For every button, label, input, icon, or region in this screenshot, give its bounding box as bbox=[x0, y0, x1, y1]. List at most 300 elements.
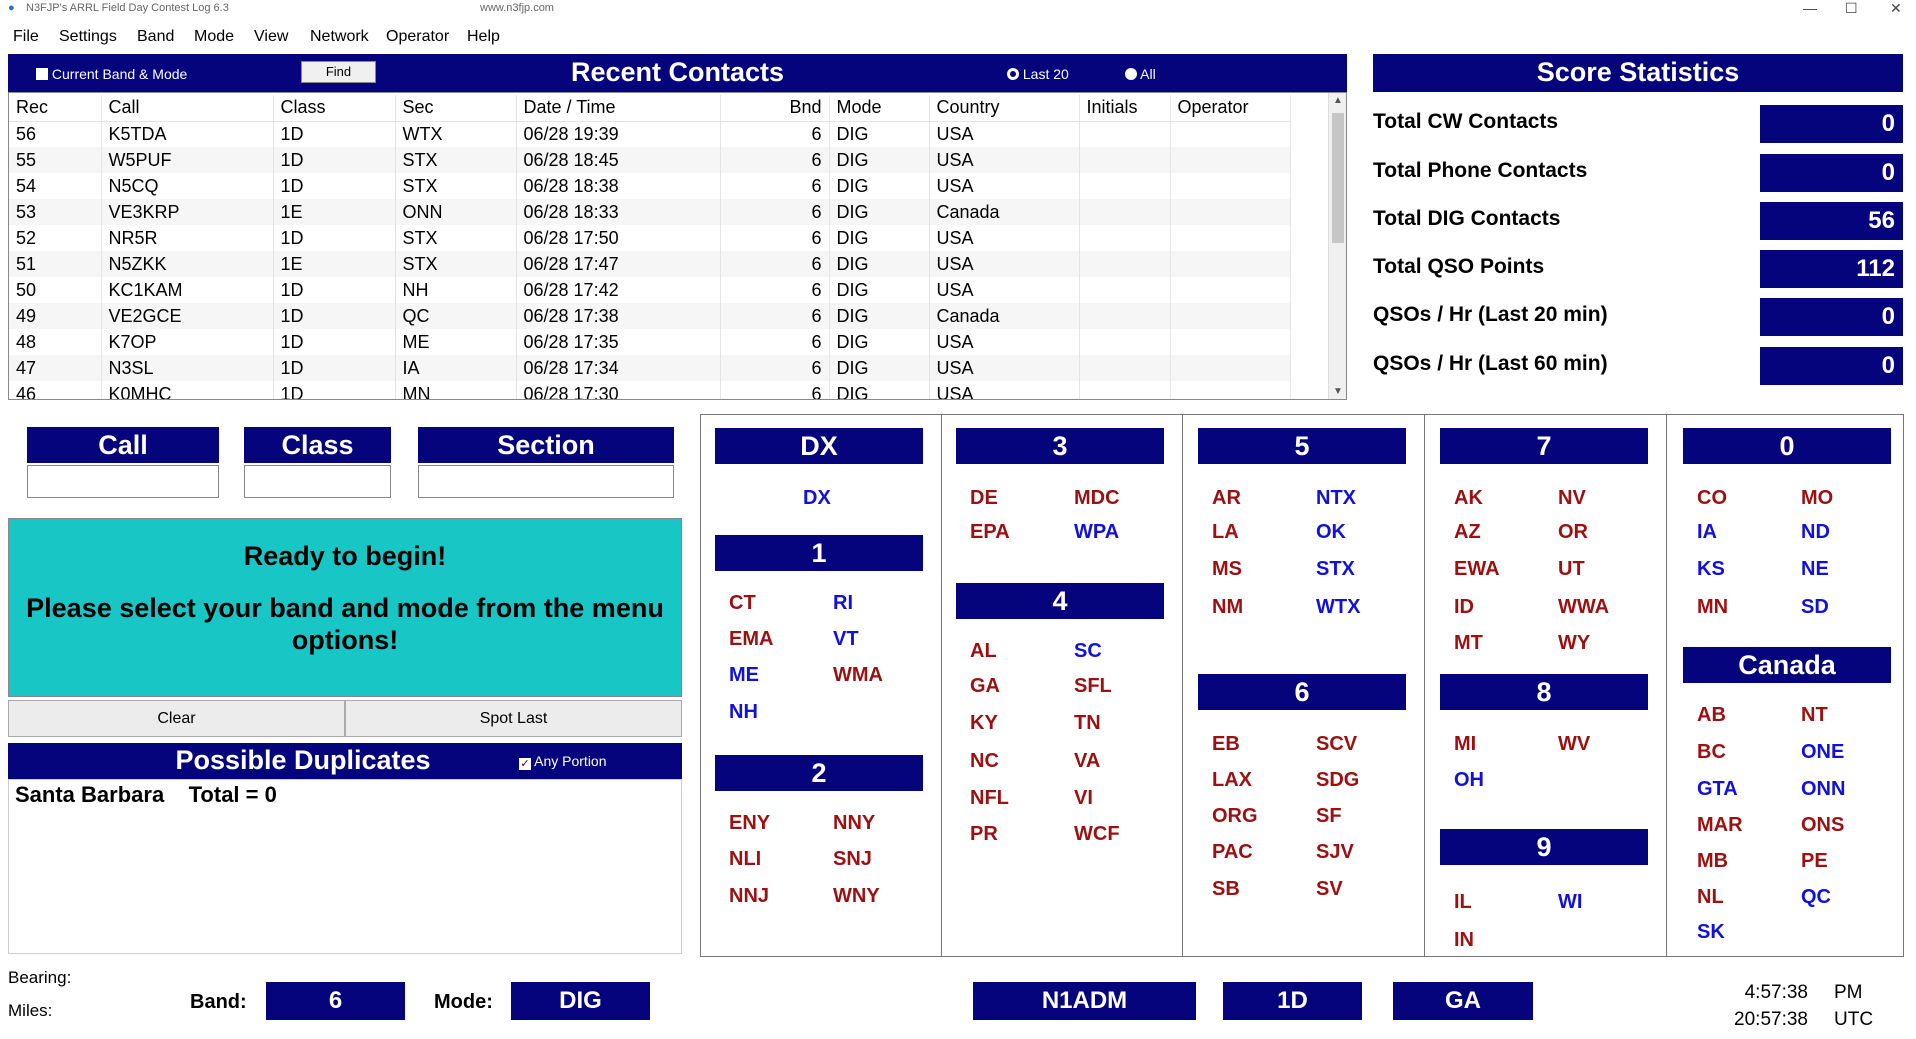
section-item[interactable]: LA bbox=[1212, 521, 1239, 543]
table-cell: DIG bbox=[829, 329, 929, 355]
table-cell: 06/28 17:50 bbox=[516, 225, 720, 251]
section-item[interactable]: ONS bbox=[1801, 814, 1845, 836]
table-cell: K7OP bbox=[101, 329, 273, 355]
table-cell: DIG bbox=[829, 225, 929, 251]
section-item[interactable]: MN bbox=[1697, 596, 1729, 618]
section-item[interactable]: WI bbox=[1558, 891, 1583, 913]
all-radio[interactable] bbox=[1125, 66, 1156, 82]
section-item[interactable]: SV bbox=[1316, 878, 1343, 900]
section-item[interactable]: NH bbox=[729, 701, 758, 723]
section-item[interactable]: RI bbox=[833, 592, 853, 614]
table-cell: 6 bbox=[720, 277, 829, 303]
radio-icon bbox=[1125, 68, 1137, 80]
table-cell: USA bbox=[929, 173, 1079, 199]
local-time: 4:57:38 bbox=[1744, 982, 1808, 1003]
section-item[interactable]: ENY bbox=[729, 812, 771, 834]
any-portion-checkbox[interactable] bbox=[519, 753, 607, 770]
table-cell: N5CQ bbox=[101, 173, 273, 199]
column-header[interactable]: Country bbox=[929, 95, 1079, 121]
column-header[interactable]: Sec bbox=[395, 95, 516, 121]
table-cell: 46 bbox=[9, 381, 101, 400]
find-button[interactable]: Find bbox=[301, 61, 376, 83]
table-cell: 06/28 17:30 bbox=[516, 381, 720, 400]
section-item[interactable]: STX bbox=[1316, 558, 1355, 580]
spot-last-button[interactable]: Spot Last bbox=[345, 700, 682, 737]
section-item[interactable]: GA bbox=[970, 675, 1000, 697]
table-cell: 6 bbox=[720, 251, 829, 277]
table-cell: 51 bbox=[9, 251, 101, 277]
class-header: Class bbox=[244, 427, 391, 463]
section-item[interactable]: SNJ bbox=[833, 848, 872, 870]
class-input[interactable] bbox=[244, 465, 391, 498]
station-section-value[interactable]: GA bbox=[1393, 982, 1533, 1020]
section-item[interactable]: WCF bbox=[1074, 823, 1120, 845]
recent-contacts-header bbox=[8, 54, 1347, 92]
table-cell: 6 bbox=[720, 199, 829, 225]
column-header[interactable]: Bnd bbox=[720, 95, 829, 121]
table-cell: 56 bbox=[9, 121, 101, 147]
mode-value[interactable]: DIG bbox=[511, 982, 650, 1020]
table-row[interactable] bbox=[9, 147, 1290, 173]
table-cell: 6 bbox=[720, 303, 829, 329]
table-cell: DIG bbox=[829, 121, 929, 147]
window-url: www.n3fjp.com bbox=[480, 2, 554, 14]
table-cell bbox=[1079, 277, 1170, 303]
section-item[interactable]: MS bbox=[1212, 558, 1242, 580]
title-bar bbox=[0, 0, 1916, 18]
status-line-2: Please select your band and mode from the menu options! bbox=[26, 593, 664, 655]
section-item[interactable]: EPA bbox=[970, 521, 1010, 543]
last-20-label: Last 20 bbox=[1022, 66, 1069, 82]
recent-contacts-title: Recent Contacts bbox=[570, 57, 785, 87]
score-value: 0 bbox=[1760, 298, 1903, 336]
table-cell bbox=[1170, 225, 1290, 251]
table-cell: 50 bbox=[9, 277, 101, 303]
table-cell: NH bbox=[395, 277, 516, 303]
district-header-d7: 7 bbox=[1440, 428, 1648, 464]
column-header[interactable]: Class bbox=[273, 95, 395, 121]
table-cell bbox=[1079, 329, 1170, 355]
table-cell bbox=[1170, 303, 1290, 329]
score-value: 112 bbox=[1760, 250, 1903, 288]
section-item[interactable]: ONE bbox=[1801, 741, 1845, 763]
section-item[interactable]: WPA bbox=[1074, 521, 1120, 543]
score-value: 0 bbox=[1760, 347, 1903, 385]
table-cell: VE2GCE bbox=[101, 303, 273, 329]
section-item[interactable]: NM bbox=[1212, 596, 1244, 618]
station-class-value[interactable]: 1D bbox=[1223, 982, 1362, 1020]
menu-file[interactable]: File bbox=[13, 28, 39, 45]
section-item[interactable]: MB bbox=[1697, 850, 1729, 872]
score-value: 56 bbox=[1760, 202, 1903, 240]
miles-label: Miles: bbox=[8, 1001, 53, 1020]
district-header-d9: 9 bbox=[1440, 829, 1648, 865]
table-cell: 6 bbox=[720, 121, 829, 147]
table-cell: 1D bbox=[273, 329, 395, 355]
table-cell bbox=[1170, 199, 1290, 225]
section-item[interactable]: NE bbox=[1801, 558, 1829, 580]
table-cell bbox=[1079, 121, 1170, 147]
section-item[interactable]: MAR bbox=[1697, 814, 1743, 836]
section-item[interactable]: WV bbox=[1558, 733, 1591, 755]
section-item[interactable]: AB bbox=[1697, 704, 1726, 726]
district-header-d5: 5 bbox=[1198, 428, 1406, 464]
menu-band[interactable]: Band bbox=[137, 28, 175, 45]
section-item[interactable]: SF bbox=[1316, 805, 1342, 827]
section-header: Section bbox=[418, 427, 674, 463]
section-item[interactable]: VT bbox=[833, 628, 859, 650]
table-cell: DIG bbox=[829, 381, 929, 400]
section-item[interactable]: ID bbox=[1454, 596, 1474, 618]
section-item[interactable]: AL bbox=[970, 640, 997, 662]
section-item[interactable]: SB bbox=[1212, 878, 1240, 900]
district-header-d3: 3 bbox=[956, 428, 1164, 464]
table-cell: 6 bbox=[720, 225, 829, 251]
table-cell: STX bbox=[395, 225, 516, 251]
section-item[interactable]: SK bbox=[1697, 921, 1725, 943]
score-value: 0 bbox=[1760, 154, 1903, 192]
table-cell: 53 bbox=[9, 199, 101, 225]
contacts-table bbox=[9, 95, 1291, 400]
table-cell: 06/28 18:33 bbox=[516, 199, 720, 225]
table-cell: DIG bbox=[829, 355, 929, 381]
table-cell: 1D bbox=[273, 355, 395, 381]
section-item[interactable]: NFL bbox=[970, 787, 1009, 809]
section-item[interactable]: VI bbox=[1074, 787, 1093, 809]
table-cell bbox=[1170, 381, 1290, 400]
recent-contacts-grid[interactable] bbox=[8, 92, 1347, 400]
section-item[interactable]: ND bbox=[1801, 521, 1830, 543]
table-cell: DIG bbox=[829, 173, 929, 199]
section-item[interactable]: NL bbox=[1697, 886, 1724, 908]
table-cell: 06/28 17:34 bbox=[516, 355, 720, 381]
table-cell: WTX bbox=[395, 121, 516, 147]
table-cell: 1D bbox=[273, 225, 395, 251]
menu-settings[interactable]: Settings bbox=[59, 28, 117, 45]
table-cell: 06/28 19:39 bbox=[516, 121, 720, 147]
all-label: All bbox=[1140, 66, 1156, 82]
table-cell bbox=[1079, 381, 1170, 400]
table-row[interactable] bbox=[9, 329, 1290, 355]
table-cell: 1D bbox=[273, 173, 395, 199]
section-item[interactable]: NTX bbox=[1316, 487, 1356, 509]
close-icon[interactable]: ✕ bbox=[1890, 0, 1902, 16]
mode-label: Mode: bbox=[434, 991, 493, 1013]
section-item[interactable]: CO bbox=[1697, 487, 1727, 509]
table-cell: MN bbox=[395, 381, 516, 400]
table-cell: K0MHC bbox=[101, 381, 273, 400]
table-cell: VE3KRP bbox=[101, 199, 273, 225]
duplicates-text: Santa Barbara Total = 0 bbox=[15, 782, 277, 807]
table-cell: N3SL bbox=[101, 355, 273, 381]
table-cell: W5PUF bbox=[101, 147, 273, 173]
table-cell: 1D bbox=[273, 277, 395, 303]
table-cell: USA bbox=[929, 329, 1079, 355]
section-item[interactable]: PE bbox=[1801, 850, 1828, 872]
table-cell: STX bbox=[395, 173, 516, 199]
section-item[interactable]: DE bbox=[970, 487, 998, 509]
maximize-icon[interactable]: ☐ bbox=[1845, 0, 1858, 16]
section-item[interactable]: UT bbox=[1558, 558, 1585, 580]
grid-scrollbar[interactable] bbox=[1328, 93, 1346, 399]
menu-network[interactable]: Network bbox=[310, 28, 369, 45]
table-cell: Canada bbox=[929, 303, 1079, 329]
call-input[interactable] bbox=[27, 465, 219, 498]
table-cell: 06/28 17:38 bbox=[516, 303, 720, 329]
section-item[interactable]: ORG bbox=[1212, 805, 1258, 827]
table-cell: K5TDA bbox=[101, 121, 273, 147]
menu-mode[interactable]: Mode bbox=[194, 28, 235, 45]
score-label: QSOs / Hr (Last 60 min) bbox=[1373, 352, 1608, 375]
section-item[interactable]: WWA bbox=[1558, 596, 1610, 618]
section-item[interactable]: SC bbox=[1074, 640, 1102, 662]
section-item[interactable]: DX bbox=[803, 487, 831, 509]
section-item[interactable]: WMA bbox=[833, 664, 883, 686]
table-cell: DIG bbox=[829, 303, 929, 329]
section-item[interactable]: EWA bbox=[1454, 558, 1500, 580]
section-item[interactable]: OH bbox=[1454, 769, 1484, 791]
section-item[interactable]: NNY bbox=[833, 812, 876, 834]
score-statistics-title: Score Statistics bbox=[1536, 57, 1740, 87]
column-header[interactable]: Call bbox=[101, 95, 273, 121]
table-cell: 1D bbox=[273, 303, 395, 329]
section-item[interactable]: LAX bbox=[1212, 769, 1252, 791]
section-item[interactable]: EB bbox=[1212, 733, 1240, 755]
section-item[interactable]: SFL bbox=[1074, 675, 1112, 697]
score-label: QSOs / Hr (Last 20 min) bbox=[1373, 303, 1608, 326]
checkbox-checked-icon: ✓ bbox=[520, 758, 530, 770]
section-item[interactable]: WY bbox=[1558, 632, 1591, 654]
status-line-1: Ready to begin! bbox=[243, 541, 447, 571]
section-item[interactable]: NV bbox=[1558, 487, 1586, 509]
district-header-d6: 6 bbox=[1198, 674, 1406, 710]
table-cell bbox=[1079, 303, 1170, 329]
score-label: Total DIG Contacts bbox=[1373, 207, 1561, 230]
table-row[interactable] bbox=[9, 355, 1290, 381]
table-cell: 55 bbox=[9, 147, 101, 173]
table-cell bbox=[1079, 251, 1170, 277]
section-item[interactable]: KY bbox=[970, 712, 998, 734]
table-cell: Canada bbox=[929, 199, 1079, 225]
column-header[interactable]: Initials bbox=[1079, 95, 1170, 121]
section-item[interactable]: NNJ bbox=[729, 885, 770, 907]
table-cell: KC1KAM bbox=[101, 277, 273, 303]
table-cell: 6 bbox=[720, 173, 829, 199]
column-header[interactable]: Mode bbox=[829, 95, 929, 121]
table-row[interactable] bbox=[9, 303, 1290, 329]
table-cell: USA bbox=[929, 147, 1079, 173]
table-cell: USA bbox=[929, 121, 1079, 147]
section-item[interactable]: SD bbox=[1801, 596, 1829, 618]
table-cell: DIG bbox=[829, 147, 929, 173]
table-cell: USA bbox=[929, 225, 1079, 251]
section-item[interactable]: GTA bbox=[1697, 778, 1738, 800]
table-cell bbox=[1170, 121, 1290, 147]
score-label: Total CW Contacts bbox=[1373, 110, 1559, 133]
score-label: Total QSO Points bbox=[1373, 255, 1545, 278]
section-item[interactable]: TN bbox=[1074, 712, 1101, 734]
table-cell: 47 bbox=[9, 355, 101, 381]
section-item[interactable]: VA bbox=[1074, 750, 1101, 772]
section-item[interactable]: IN bbox=[1454, 929, 1474, 951]
menu-operator[interactable]: Operator bbox=[386, 28, 450, 45]
table-cell: 06/28 17:47 bbox=[516, 251, 720, 277]
section-item[interactable]: AZ bbox=[1454, 521, 1481, 543]
section-item[interactable]: ONN bbox=[1801, 778, 1846, 800]
section-item[interactable]: IA bbox=[1697, 521, 1717, 543]
clear-button[interactable]: Clear bbox=[8, 700, 345, 737]
table-cell: 54 bbox=[9, 173, 101, 199]
status-message-box bbox=[8, 518, 682, 697]
section-item[interactable]: BC bbox=[1697, 741, 1726, 763]
section-item[interactable]: WNY bbox=[833, 885, 880, 907]
table-cell: 6 bbox=[720, 381, 829, 400]
table-row[interactable] bbox=[9, 251, 1290, 277]
table-cell bbox=[1170, 173, 1290, 199]
column-header[interactable]: Date / Time bbox=[516, 95, 720, 121]
table-cell: USA bbox=[929, 381, 1079, 400]
section-item[interactable]: KS bbox=[1697, 558, 1725, 580]
table-cell: NR5R bbox=[101, 225, 273, 251]
table-row[interactable] bbox=[9, 381, 1290, 400]
table-cell: DIG bbox=[829, 199, 929, 225]
table-cell: 1E bbox=[273, 199, 395, 225]
table-cell: 1D bbox=[273, 121, 395, 147]
table-cell: 06/28 17:35 bbox=[516, 329, 720, 355]
table-row[interactable] bbox=[9, 121, 1290, 147]
district-header-dx: DX bbox=[715, 428, 923, 464]
section-item[interactable]: OK bbox=[1316, 521, 1346, 543]
station-call-value[interactable]: N1ADM bbox=[973, 982, 1196, 1020]
section-item[interactable]: QC bbox=[1801, 886, 1831, 908]
district-header-d2: 2 bbox=[715, 755, 923, 791]
section-item[interactable]: NC bbox=[970, 750, 999, 772]
table-cell: 06/28 18:45 bbox=[516, 147, 720, 173]
table-cell bbox=[1079, 355, 1170, 381]
table-cell: ME bbox=[395, 329, 516, 355]
window-title: N3FJP's ARRL Field Day Contest Log 6.3 bbox=[26, 2, 229, 14]
band-value[interactable]: 6 bbox=[266, 982, 405, 1020]
current-band-mode-label: Current Band & Mode bbox=[51, 66, 188, 82]
section-item[interactable]: MDC bbox=[1074, 487, 1120, 509]
table-cell: DIG bbox=[829, 251, 929, 277]
table-cell bbox=[1079, 147, 1170, 173]
possible-duplicates-list[interactable] bbox=[8, 779, 682, 954]
district-header-d1: 1 bbox=[715, 535, 923, 571]
band-label: Band: bbox=[190, 991, 247, 1013]
menu-view[interactable]: View bbox=[254, 28, 289, 45]
table-cell bbox=[1170, 147, 1290, 173]
table-cell bbox=[1170, 277, 1290, 303]
table-cell: 6 bbox=[720, 355, 829, 381]
column-header[interactable]: Operator bbox=[1170, 95, 1290, 121]
scroll-thumb[interactable] bbox=[1332, 113, 1344, 243]
section-item[interactable]: WTX bbox=[1316, 596, 1361, 618]
table-cell bbox=[1079, 173, 1170, 199]
section-item[interactable]: MT bbox=[1454, 632, 1483, 654]
column-header[interactable]: Rec bbox=[9, 95, 101, 121]
score-value: 0 bbox=[1760, 105, 1903, 143]
possible-duplicates-title: Possible Duplicates bbox=[175, 745, 431, 775]
scroll-down-icon[interactable]: ▼ bbox=[1333, 386, 1343, 397]
table-cell: USA bbox=[929, 251, 1079, 277]
table-cell: 52 bbox=[9, 225, 101, 251]
score-label: Total Phone Contacts bbox=[1373, 159, 1588, 182]
section-item[interactable]: MO bbox=[1801, 487, 1834, 509]
minimize-icon[interactable]: — bbox=[1803, 0, 1817, 16]
table-cell bbox=[1170, 329, 1290, 355]
table-row[interactable] bbox=[9, 199, 1290, 225]
app-icon: ● bbox=[8, 2, 15, 14]
section-item[interactable]: NT bbox=[1801, 704, 1828, 726]
table-cell: 1D bbox=[273, 147, 395, 173]
table-cell: N5ZKK bbox=[101, 251, 273, 277]
section-item[interactable]: OR bbox=[1558, 521, 1588, 543]
table-cell bbox=[1170, 355, 1290, 381]
section-item[interactable]: MI bbox=[1454, 733, 1477, 755]
table-cell: 06/28 17:42 bbox=[516, 277, 720, 303]
table-cell: USA bbox=[929, 355, 1079, 381]
score-statistics-header bbox=[1373, 54, 1903, 92]
bearing-label: Bearing: bbox=[8, 968, 72, 987]
table-row[interactable] bbox=[9, 225, 1290, 251]
any-portion-label: Any Portion bbox=[534, 753, 607, 769]
section-item[interactable]: NLI bbox=[729, 848, 762, 870]
call-header: Call bbox=[27, 427, 219, 463]
table-cell: 48 bbox=[9, 329, 101, 355]
utc-label: UTC bbox=[1834, 1009, 1874, 1030]
section-item[interactable]: SJV bbox=[1316, 841, 1354, 863]
section-item[interactable]: IL bbox=[1454, 891, 1472, 913]
section-item[interactable]: SCV bbox=[1316, 733, 1358, 755]
section-item[interactable]: ME bbox=[729, 664, 759, 686]
table-cell: STX bbox=[395, 251, 516, 277]
section-item[interactable]: EMA bbox=[729, 628, 774, 650]
table-cell: USA bbox=[929, 277, 1079, 303]
table-cell: QC bbox=[395, 303, 516, 329]
table-cell: 1E bbox=[273, 251, 395, 277]
table-cell: DIG bbox=[829, 277, 929, 303]
section-item[interactable]: PAC bbox=[1212, 841, 1253, 863]
table-cell: STX bbox=[395, 147, 516, 173]
section-input[interactable] bbox=[418, 465, 674, 498]
section-item[interactable]: CT bbox=[729, 592, 756, 614]
scroll-up-icon[interactable]: ▲ bbox=[1333, 95, 1343, 106]
table-cell: 6 bbox=[720, 147, 829, 173]
table-cell: 6 bbox=[720, 329, 829, 355]
district-header-d4: 4 bbox=[956, 583, 1164, 619]
table-cell: ONN bbox=[395, 199, 516, 225]
table-cell bbox=[1170, 251, 1290, 277]
table-cell bbox=[1079, 225, 1170, 251]
menu-help[interactable]: Help bbox=[467, 28, 500, 45]
last-20-radio[interactable] bbox=[1007, 66, 1069, 82]
section-item[interactable]: PR bbox=[970, 823, 998, 845]
section-item[interactable]: AK bbox=[1454, 487, 1483, 509]
section-item[interactable]: AR bbox=[1212, 487, 1241, 509]
section-item[interactable]: SDG bbox=[1316, 769, 1360, 791]
radio-selected-icon bbox=[1007, 68, 1019, 80]
table-cell bbox=[1079, 199, 1170, 225]
table-cell: IA bbox=[395, 355, 516, 381]
table-cell: 06/28 18:38 bbox=[516, 173, 720, 199]
possible-duplicates-header bbox=[8, 743, 682, 779]
table-cell: 1D bbox=[273, 381, 395, 400]
table-row[interactable] bbox=[9, 277, 1290, 303]
utc-time: 20:57:38 bbox=[1734, 1009, 1808, 1030]
local-ampm: PM bbox=[1834, 982, 1863, 1003]
table-row[interactable] bbox=[9, 173, 1290, 199]
